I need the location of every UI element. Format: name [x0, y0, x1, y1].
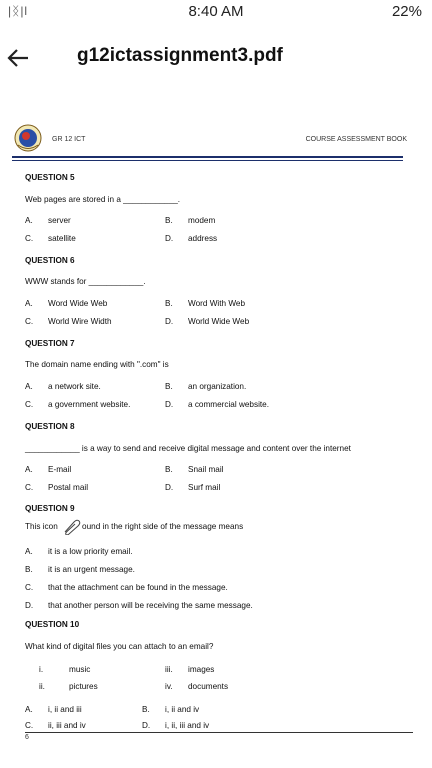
question-text-start: This icon: [25, 522, 58, 532]
page-header: [10, 118, 420, 162]
question-label: QUESTION 8: [25, 422, 75, 431]
question-text: ____________ is a way to send and receive digital message and content over the internet: [25, 444, 351, 453]
question-text: [25, 519, 243, 535]
status-bar: [0, 0, 432, 24]
header-divider-thin: [12, 160, 403, 161]
header-divider: [12, 156, 403, 158]
battery-level: 22%: [391, 3, 422, 20]
document-title: g12ictassignment3.pdf: [77, 45, 283, 66]
question-label: QUESTION 7: [25, 339, 75, 348]
question-text: Web pages are stored in a ____________.: [25, 195, 181, 204]
question-text: WWW stands for ____________.: [25, 277, 146, 286]
question-text: The domain name ending with ".com" is: [25, 360, 169, 369]
question-text-end: ound in the right side of the message means: [82, 522, 244, 532]
question-text: What kind of digital files you can attach to an email?: [25, 642, 214, 651]
school-logo: [13, 121, 43, 155]
app-bar: [0, 34, 432, 82]
question-label: QUESTION 5: [25, 173, 75, 182]
pdf-page[interactable]: GR 12 ICT COURSE ASSESSMENT BOOK QUESTION 5 Web pages are stored in a ____________. A. server B. modem C. satellite D. address QUESTION 6 WWW stands for ____________. A. Word Wide Web B. Word With Web C. World Wire Width D. World Wide Web QUESTION 7 The domain name ending with ".com" is A. a network site. B. an organization. C. a government website. D. a commercial website. QUESTION 8 ____________ is a way to send and receive digital message and content over the internet A. E-mail B. Snail mail C. Postal mail D. Surf mail QUESTION 9 This icon ound in the right side of the message means A. it is a low priority email. B. it is an urgent message. C. that the attachment can be found in the message. D. that another person will be receiving the same message. QUESTION 10 What kind of digital files you can attach to an email? i. music iii. images ii. pictures iv. documents A. i, ii and iii B. i, ii and iv C. ii, iii and iv D. i, ii, iii and iv 6: [10, 118, 420, 748]
back-arrow-icon[interactable]: [4, 42, 36, 74]
header-book-title: COURSE ASSESSMENT BOOK: [305, 136, 407, 143]
paperclip-icon: [61, 519, 81, 535]
header-course: GR 12 ICT: [52, 136, 86, 143]
question-label: QUESTION 10: [25, 620, 80, 629]
signal-icon: |ᛝ|l: [8, 4, 29, 18]
question-label: QUESTION 9: [25, 504, 75, 513]
page-number: 6: [25, 734, 29, 741]
question-label: QUESTION 6: [25, 256, 75, 265]
footer-divider: [25, 732, 413, 733]
status-time: 8:40 AM: [188, 3, 244, 20]
